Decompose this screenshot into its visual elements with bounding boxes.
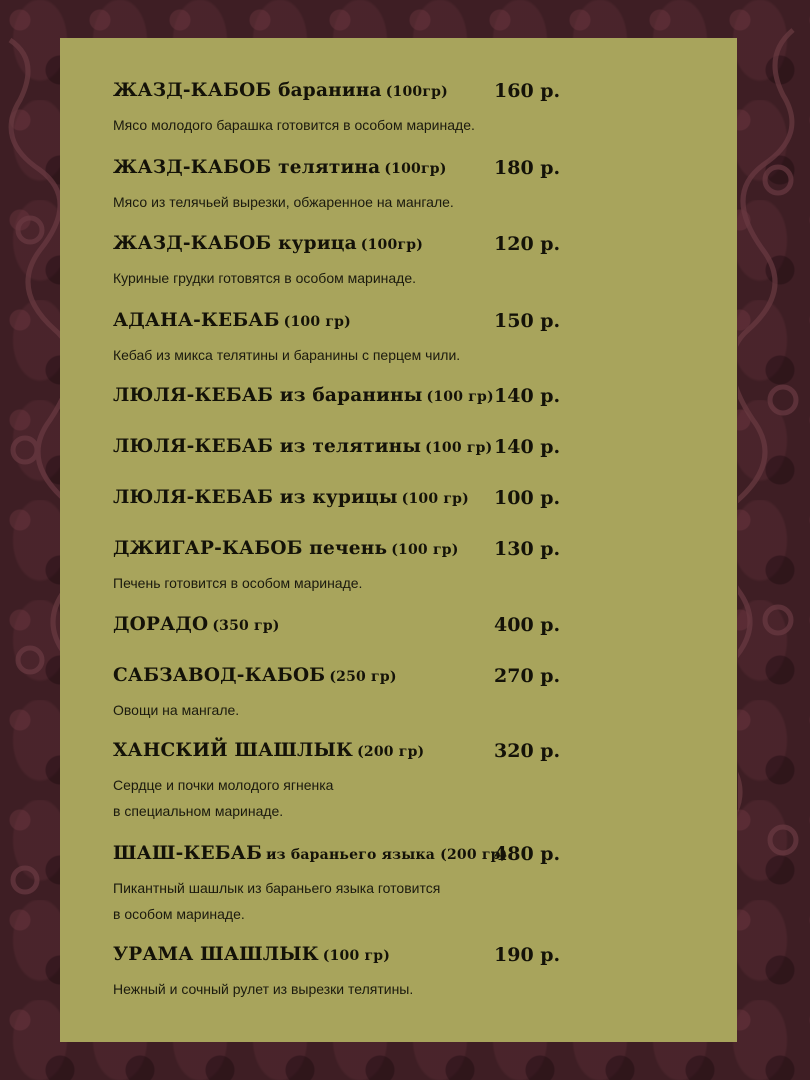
dish-description-line: в особом маринаде. <box>113 906 245 922</box>
dish-weight: (100 гр) <box>283 314 351 330</box>
dish-title: ДОРАДО <box>113 614 209 635</box>
dish-description-line: в специальном маринаде. <box>113 803 284 819</box>
menu-item <box>113 487 673 515</box>
dish-weight: (250 гр) <box>329 669 397 685</box>
dish-name <box>113 740 424 761</box>
dish-description <box>113 875 673 927</box>
dish-description-line: Овощи на мангале. <box>113 702 240 718</box>
dish-weight: (100 гр) <box>322 948 391 964</box>
dish-name <box>113 310 351 331</box>
menu-item-header <box>113 487 673 515</box>
dish-price: 120 р. <box>494 233 561 255</box>
menu-item-header <box>113 385 673 413</box>
dish-description-line: Сердце и почки молодого ягненка <box>113 777 334 793</box>
menu-item <box>113 614 673 642</box>
right-ornament-border <box>738 0 810 1080</box>
dish-price: 140 р. <box>494 385 561 407</box>
menu-item <box>113 157 673 215</box>
menu-item <box>113 233 673 291</box>
dish-weight: (350 гр) <box>212 618 280 634</box>
dish-name <box>113 614 280 635</box>
dish-description <box>113 112 673 138</box>
dish-description <box>113 772 673 824</box>
dish-price: 100 р. <box>494 487 561 509</box>
dish-description-line: Нежный и сочный рулет из вырезки телятины. <box>113 981 414 997</box>
menu-item-header <box>113 233 673 261</box>
dish-title: ЖАЗД-КАБОБ курица <box>113 233 357 254</box>
dish-weight: из бараньего языка (200 гр) <box>266 847 508 863</box>
dish-description-line: Мясо молодого барашка готовится в особом маринаде. <box>113 117 475 133</box>
menu-item <box>113 944 673 1002</box>
dish-title: ЛЮЛЯ-КЕБАБ из баранины <box>113 385 423 406</box>
dish-price: 150 р. <box>494 310 561 332</box>
dish-description-line: Печень готовится в особом маринаде. <box>113 575 363 591</box>
dish-price: 320 р. <box>494 740 561 762</box>
menu-item <box>113 310 673 368</box>
menu-item-header <box>113 157 673 185</box>
menu-item <box>113 665 673 723</box>
dish-weight: (100 гр) <box>425 440 493 456</box>
menu-item <box>113 436 673 464</box>
dish-weight: (100гр) <box>384 161 447 177</box>
menu-item-header <box>113 740 673 768</box>
dish-price: 140 р. <box>494 436 561 458</box>
dish-weight: (100 гр) <box>426 389 494 405</box>
dish-name <box>113 233 423 254</box>
dish-title: ШАШ-КЕБАБ <box>113 843 263 864</box>
dish-price: 480 р. <box>494 843 561 865</box>
dish-title: ЖАЗД-КАБОБ телятина <box>113 157 381 178</box>
menu-item-header <box>113 80 673 108</box>
menu-item-header <box>113 538 673 566</box>
dish-title: ЛЮЛЯ-КЕБАБ из курицы <box>113 487 398 508</box>
menu-item <box>113 843 673 927</box>
menu-item-header <box>113 843 673 871</box>
menu-item <box>113 740 673 824</box>
dish-name <box>113 80 448 101</box>
dish-name <box>113 157 447 178</box>
dish-description-line: Куриные грудки готовятся в особом маринаде. <box>113 270 417 286</box>
menu-item-header <box>113 436 673 464</box>
dish-description <box>113 570 673 596</box>
dish-description <box>113 697 673 723</box>
dish-name <box>113 487 469 508</box>
dish-name <box>113 665 397 686</box>
dish-description-line: Кебаб из микса телятины и баранины с перцем чили. <box>113 347 461 363</box>
menu-item-header <box>113 944 673 972</box>
dish-price: 190 р. <box>494 944 561 966</box>
dish-description <box>113 265 673 291</box>
dish-description <box>113 342 673 368</box>
dish-name <box>113 436 493 457</box>
dish-name <box>113 944 390 965</box>
dish-price: 130 р. <box>494 538 561 560</box>
dish-name <box>113 843 507 864</box>
dish-title: ХАНСКИЙ ШАШЛЫК <box>113 740 354 761</box>
dish-weight: (100гр) <box>385 84 448 100</box>
dish-price: 270 р. <box>494 665 561 687</box>
left-ornament-border <box>0 0 60 1080</box>
menu-item-header <box>113 310 673 338</box>
menu-item <box>113 538 673 596</box>
dish-title: УРАМА ШАШЛЫК <box>113 944 319 965</box>
dish-title: САБЗАВОД-КАБОБ <box>113 665 326 686</box>
dish-description-line: Пикантный шашлык из бараньего языка готовится <box>113 880 441 896</box>
dish-title: АДАНА-КЕБАБ <box>113 310 280 331</box>
dish-description-line: Мясо из телячьей вырезки, обжаренное на мангале. <box>113 194 454 210</box>
menu-item-header <box>113 665 673 693</box>
dish-price: 160 р. <box>494 80 561 102</box>
dish-name <box>113 385 494 406</box>
menu-item-header <box>113 614 673 642</box>
dish-description <box>113 189 673 215</box>
menu-item <box>113 80 673 138</box>
dish-title: ЖАЗД-КАБОБ баранина <box>113 80 382 101</box>
dish-name <box>113 538 459 559</box>
dish-weight: (100 гр) <box>401 491 469 507</box>
dish-weight: (100гр) <box>360 237 424 253</box>
dish-weight: (200 гр) <box>357 744 425 760</box>
menu-item <box>113 385 673 413</box>
dish-weight: (100 гр) <box>391 542 459 558</box>
dish-title: ДЖИГАР-КАБОБ печень <box>113 538 388 559</box>
dish-price: 180 р. <box>494 157 561 179</box>
dish-title: ЛЮЛЯ-КЕБАБ из телятины <box>113 436 422 457</box>
dish-price: 400 р. <box>494 614 561 636</box>
dish-description <box>113 976 673 1002</box>
